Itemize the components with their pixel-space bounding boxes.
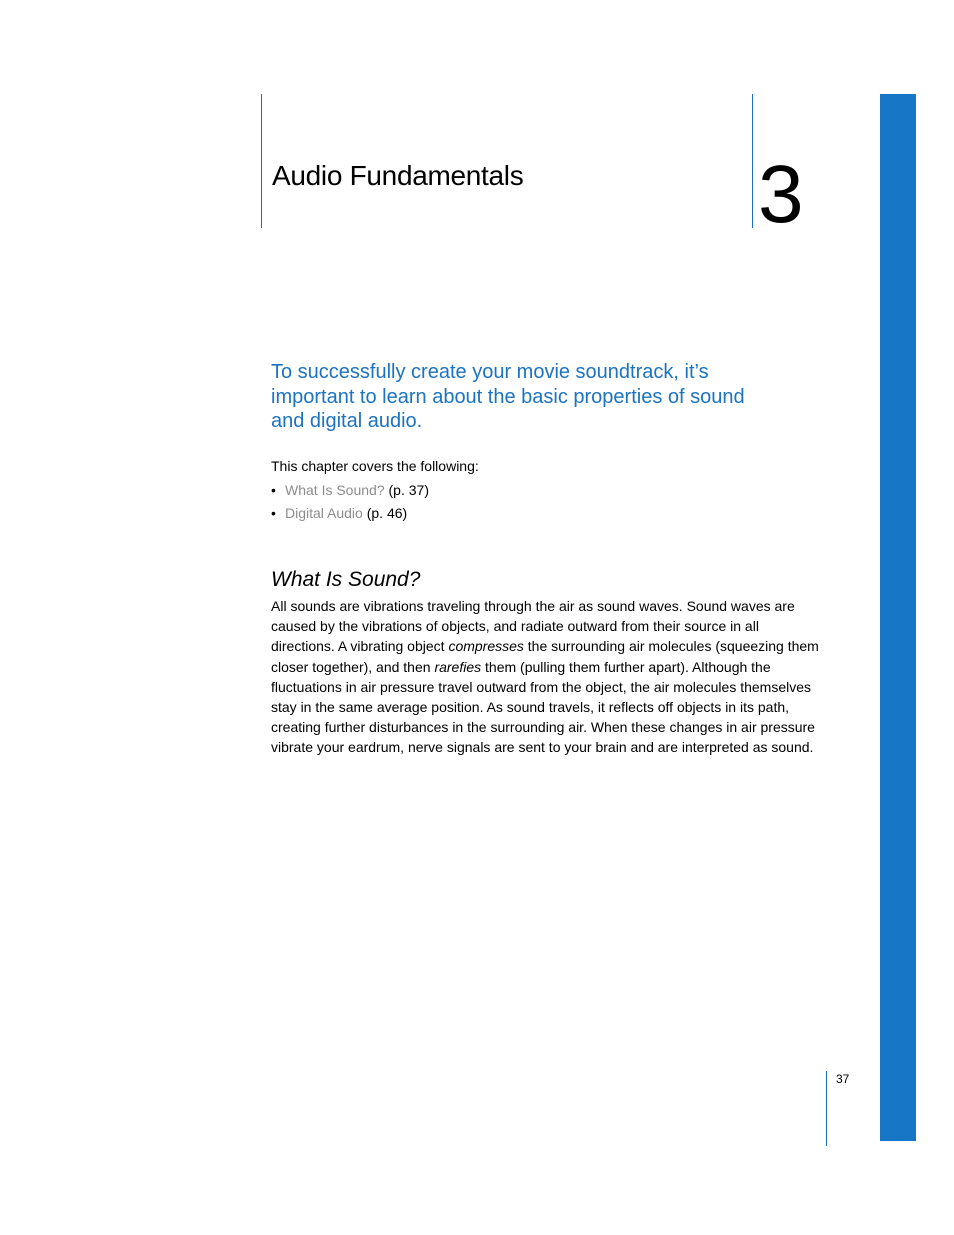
chapter-side-tab (880, 94, 916, 1141)
chapter-intro: To successfully create your movie soundtrack, it’s important to learn about the basic properties of sound and digital audio. (271, 361, 745, 432)
list-item (271, 502, 429, 525)
body-line: vibrate your eardrum, nerve signals are sent to your brain and are interpreted as sound. (271, 739, 814, 756)
section-body-text (271, 596, 823, 758)
body-line: creating further disturbances in the surrounding air. When these changes in air pressure (271, 719, 815, 736)
chapter-covers-label: This chapter covers the following: (271, 458, 479, 474)
toc-link-what-is-sound[interactable]: What Is Sound? (285, 482, 385, 498)
title-divider-line (261, 94, 262, 228)
body-line: stay in the same average position. As sound travels, it reflects off objects in its path, (271, 699, 790, 716)
toc-page-ref: (p. 46) (366, 505, 408, 521)
list-item (271, 479, 429, 502)
chapter-number-divider-line (752, 94, 753, 228)
section-heading: What Is Sound? (271, 568, 421, 591)
toc-page-ref: (p. 37) (388, 482, 429, 498)
body-line: closer together), and then rarefies them (pulling them further apart). Although the (271, 658, 771, 675)
chapter-contents-list (271, 479, 429, 525)
body-line: All sounds are vibrations traveling through the air as sound waves. Sound waves are (271, 598, 795, 614)
page-number-divider-line (826, 1071, 827, 1146)
body-line: fluctuations in air pressure travel outward from the object, the air molecules themselves (271, 678, 812, 695)
body-line: caused by the vibrations of objects, and radiate outward from their source in all (271, 618, 759, 635)
emphasis-term: rarefies (434, 658, 482, 675)
chapter-title: Audio Fundamentals (272, 160, 524, 191)
body-line: directions. A vibrating object compresses the surrounding air molecules (squeezing them (271, 638, 819, 655)
toc-link-digital-audio[interactable]: Digital Audio (285, 505, 363, 521)
emphasis-term: compresses (448, 638, 524, 655)
bullet: • (271, 505, 276, 521)
page-number: 37 (836, 1072, 850, 1086)
chapter-number: 3 (758, 149, 804, 240)
bullet: • (271, 482, 276, 498)
